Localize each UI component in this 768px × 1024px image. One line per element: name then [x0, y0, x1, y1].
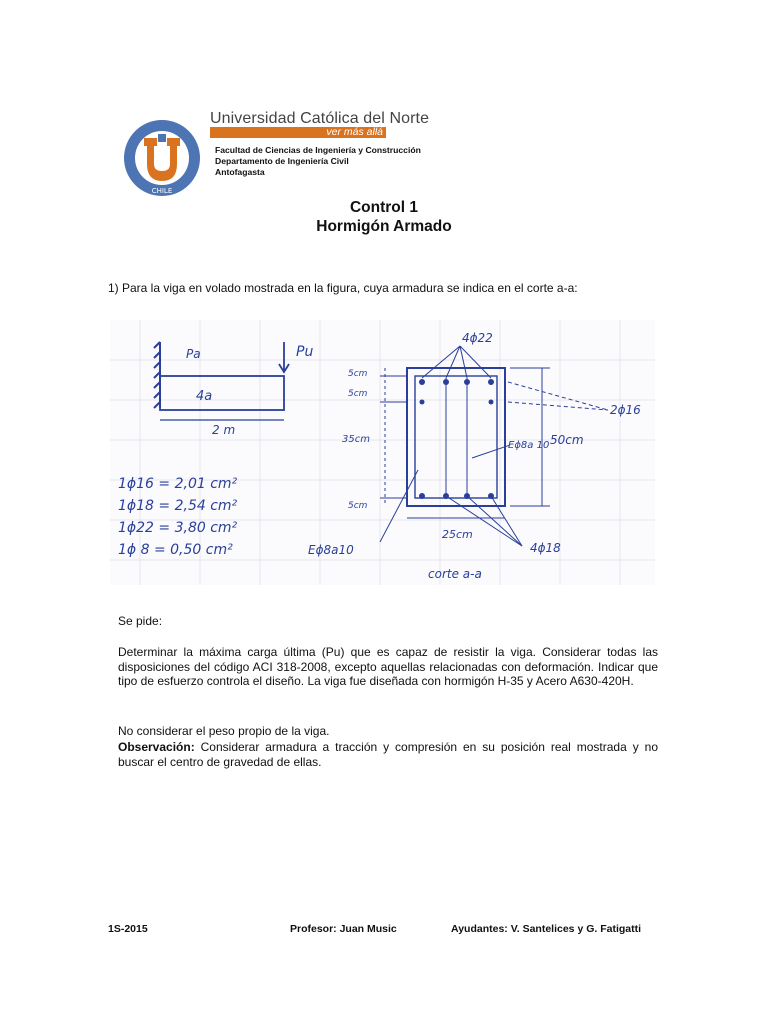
- university-seal-logo: [122, 118, 202, 198]
- area-phi18: 1ϕ18 = 2,54 cm²: [118, 498, 238, 514]
- question-text: 1) Para la viga en volado mostrada en la figura, cuya armadura se indica en el corte a-a:: [108, 281, 578, 295]
- top-bars-label: 4ϕ22: [462, 331, 493, 345]
- observation-text: Considerar armadura a tracción y compresión en su posición real mostrada y no buscar el centro de gravedad de ellas.: [118, 740, 658, 769]
- dim-5cm-b: 5cm: [348, 389, 368, 399]
- task-paragraph: Determinar la máxima carga última (Pu) que es capaz de resistir la viga. Considerar todas las disposiciones del código ACI 318-2008, excepto aquellas relacionadas con deformación. Indicar que tipo de esfuerzo controla el diseño. La viga fue diseñada con hormigón H-35 y Acero A630-420H.: [118, 645, 658, 688]
- document-title: Control 1: [349, 199, 419, 216]
- footer-assistants: Ayudantes: V. Santelices y G. Fatigatti: [451, 923, 642, 935]
- beam-section-label: Pa: [186, 347, 201, 361]
- stirrups-left-label: Eϕ8a10: [308, 543, 354, 557]
- footer-professor: Profesor: Juan Music: [290, 923, 397, 935]
- section-caption: corte a-a: [428, 567, 482, 581]
- observation-paragraph: [118, 740, 658, 769]
- faculty-block: [215, 145, 421, 178]
- se-pide-label: Se pide:: [118, 614, 163, 628]
- seal-bottom-text: CHILE: [151, 187, 173, 195]
- observation-label: Observación:: [118, 740, 195, 754]
- bottom-bars-label: 4ϕ18: [530, 541, 561, 555]
- document-subtitle: Hormigón Armado: [316, 218, 452, 235]
- footer-semester: 1S-2015: [108, 923, 148, 935]
- height-label: 50cm: [550, 433, 584, 447]
- area-phi16: 1ϕ16 = 2,01 cm²: [118, 476, 238, 492]
- department-line: Departamento de Ingeniería Civil: [215, 156, 349, 166]
- slogan: ver más allá: [326, 126, 383, 138]
- faculty-line: Facultad de Ciencias de Ingeniería y Construcción: [215, 145, 421, 155]
- dim-5cm-c: 5cm: [348, 501, 368, 511]
- length-label: 2 m: [212, 423, 236, 437]
- width-label: 25cm: [442, 528, 473, 541]
- dim-35cm: 35cm: [342, 434, 370, 445]
- note-paragraph: No considerar el peso propio de la viga.: [118, 724, 330, 738]
- university-name: Universidad Católica del Norte: [210, 110, 430, 127]
- ref-label: 4a: [196, 389, 213, 404]
- area-phi8: 1ϕ 8 = 0,50 cm²: [118, 542, 233, 558]
- beam-figure: [110, 320, 655, 585]
- city-line: Antofagasta: [215, 167, 265, 177]
- slogan-bar: [210, 127, 386, 138]
- dim-5cm-a: 5cm: [348, 369, 368, 379]
- load-label: Pu: [296, 344, 314, 360]
- side-bars-label: 2ϕ16: [610, 403, 641, 417]
- area-phi22: 1ϕ22 = 3,80 cm²: [118, 520, 238, 536]
- stirrups-inner-label: Eϕ8a 10: [508, 440, 550, 451]
